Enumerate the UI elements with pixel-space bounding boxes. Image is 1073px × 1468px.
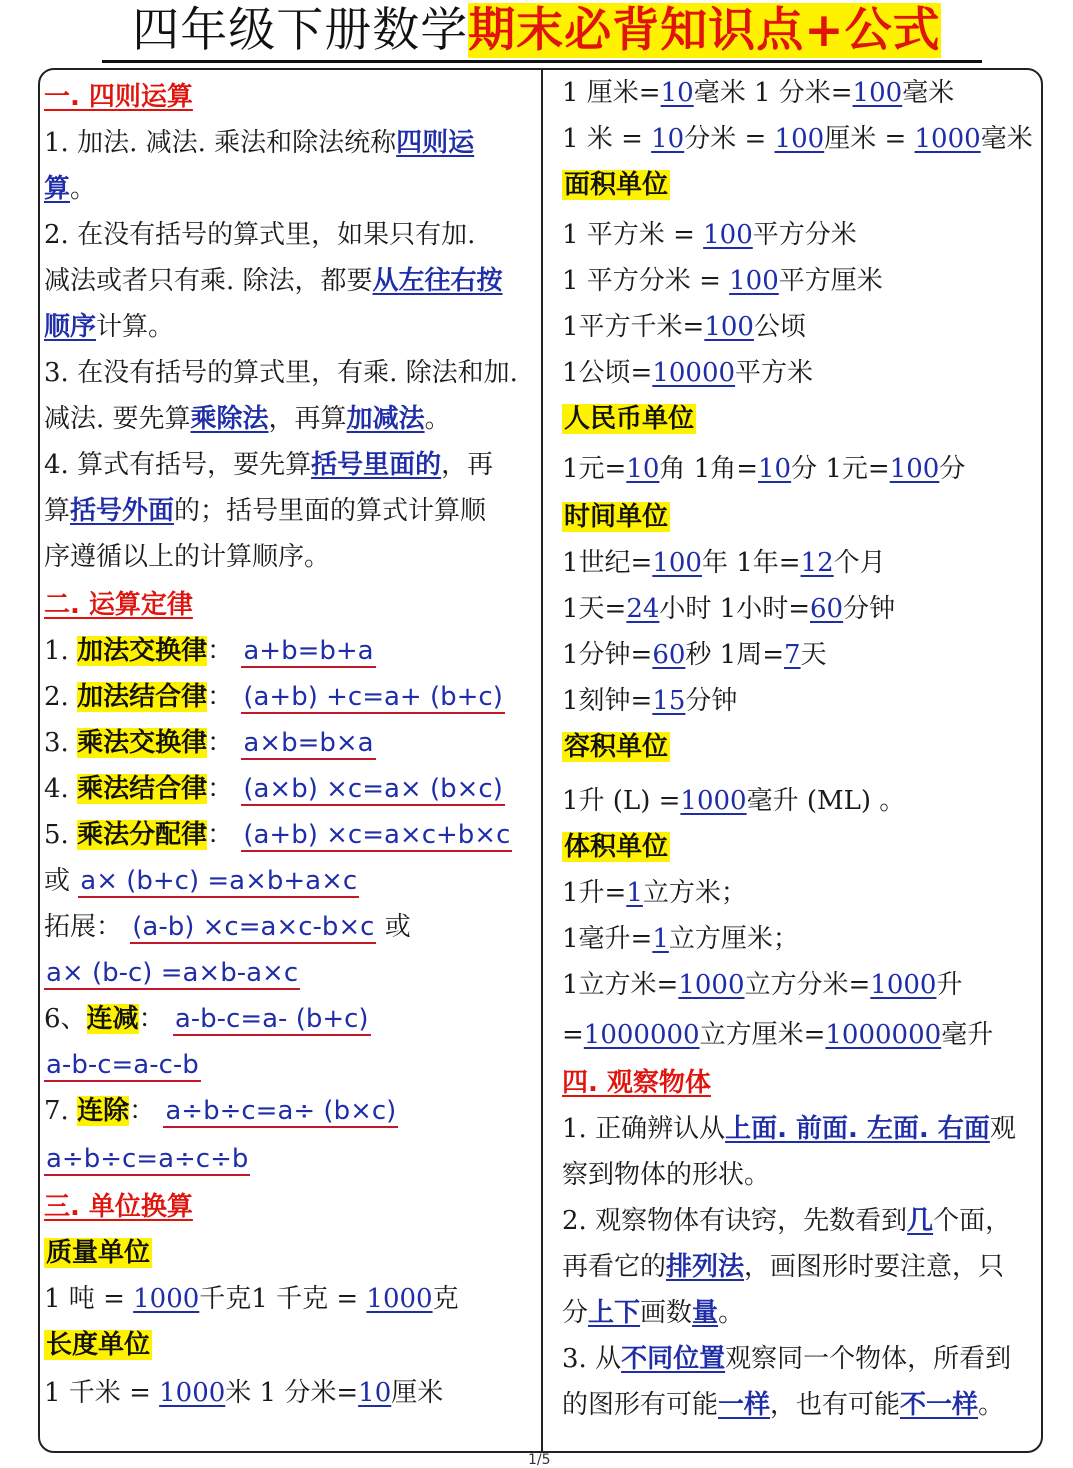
text-line [562, 356, 1044, 390]
text-line [562, 1018, 1044, 1052]
text-run: 1. 正确辨认从 [562, 1114, 726, 1144]
text-run: 公顷 [753, 312, 806, 342]
text-run: 小时 1小时= [659, 594, 811, 624]
text-line [44, 864, 536, 898]
answer-blank: 括号外面 [70, 496, 175, 526]
text-line [44, 1142, 536, 1176]
text-run: 年 1年= [701, 548, 801, 578]
answer-blank: 1000 [680, 786, 747, 816]
formula: (a-b) ×c=a×c-b×c [132, 912, 375, 942]
law-name: 加法交换律 [77, 636, 208, 666]
answer-blank: 10 [626, 454, 660, 484]
text-run: 毫米 [980, 124, 1033, 154]
text-line [562, 784, 1044, 818]
text-run: ，也有可能 [770, 1390, 901, 1420]
section-heading: 二. 运算定律 [44, 590, 193, 620]
law-name: 连除 [77, 1096, 130, 1126]
text-run: 1. 加法. 减法. 乘法和除法统称 [44, 128, 397, 158]
text-run: ： [129, 1096, 164, 1126]
text-run: 升 [936, 970, 963, 1000]
formula: a× (b-c) =a×b-a×c [46, 958, 299, 988]
text-run: 1 平方分米 = [562, 266, 730, 296]
answer-blank: 10000 [652, 358, 736, 388]
answer-blank: 加减法 [346, 404, 425, 434]
text-line [44, 494, 536, 528]
answer-blank: 一样 [718, 1390, 771, 1420]
text-run: 4. [44, 774, 78, 804]
formula: a÷b÷c=a÷ (b×c) [165, 1096, 397, 1126]
title-highlight: 期末必背知识点+公式 [468, 3, 941, 58]
formula: (a+b) +c=a+ (b+c) [243, 682, 503, 712]
text-line [44, 956, 536, 990]
text-line [44, 126, 536, 160]
text-run: ，再 [441, 450, 494, 480]
text-run: ： [207, 728, 242, 758]
answer-blank: 100 [704, 312, 754, 342]
column-divider [541, 70, 543, 1451]
text-line [44, 1190, 536, 1224]
text-line [44, 172, 536, 206]
answer-blank: 10 [660, 78, 694, 108]
law-name: 乘法结合律 [77, 774, 208, 804]
answer-blank: 12 [800, 548, 834, 578]
text-run: ，再算 [268, 404, 347, 434]
formula: (a+b) ×c=a×c+b×c [243, 820, 511, 850]
answer-blank: 100 [889, 454, 940, 484]
text-run: 1分钟= [562, 640, 653, 670]
text-run: 分 [562, 1298, 589, 1328]
answer-blank: 几 [907, 1206, 934, 1236]
text-run: 1世纪= [562, 548, 653, 578]
formula: (a×b) ×c=a× (b×c) [243, 774, 503, 804]
formula: a-b-c=a-c-b [46, 1050, 199, 1080]
text-run: 计算。 [96, 312, 175, 342]
answer-blank: 乘除法 [190, 404, 269, 434]
text-run: 5. [44, 820, 78, 850]
text-line [44, 1048, 536, 1082]
text-run: ： [207, 774, 242, 804]
section-heading: 一. 四则运算 [44, 82, 193, 112]
text-run: 天 [800, 640, 827, 670]
text-run: 观 [989, 1114, 1016, 1144]
answer-blank: 顺序 [44, 312, 97, 342]
law-name: 乘法交换律 [77, 728, 208, 758]
text-run: ： [207, 820, 242, 850]
text-run: 分米 = [684, 124, 775, 154]
text-run: 拓展： [44, 912, 131, 942]
text-line [562, 546, 1044, 580]
subsection-heading: 时间单位 [564, 502, 669, 532]
text-run: 毫升 [941, 1020, 994, 1050]
answer-blank: 100 [703, 220, 753, 250]
text-line [562, 968, 1044, 1002]
answer-blank: 量 [692, 1298, 719, 1328]
answer-blank: 10 [651, 124, 685, 154]
answer-blank: 1 [626, 878, 643, 908]
text-run: ，画图形时要注意，只 [744, 1252, 1005, 1282]
text-run: 个面， [933, 1206, 1012, 1236]
answer-blank: 1000 [366, 1284, 433, 1314]
answer-blank: 100 [729, 266, 779, 296]
answer-blank: 不同位置 [621, 1344, 726, 1374]
text-run: 1毫升= [562, 924, 653, 954]
text-line [44, 1282, 536, 1316]
text-line [562, 638, 1044, 672]
text-run: 7. [44, 1096, 78, 1126]
section-heading: 三. 单位换算 [44, 1192, 193, 1222]
text-line [44, 1236, 536, 1270]
subsection-heading: 人民币单位 [564, 404, 695, 434]
text-line [562, 1296, 1044, 1330]
text-run: 序遵循以上的计算顺序。 [44, 542, 331, 572]
text-line [44, 1376, 536, 1410]
answer-blank: 1000 [159, 1378, 226, 1408]
answer-blank: 24 [626, 594, 660, 624]
text-run: 1立方米= [562, 970, 679, 1000]
answer-blank: 不一样 [900, 1390, 979, 1420]
formula: a÷b÷c=a÷c÷b [46, 1144, 249, 1174]
law-name: 乘法分配律 [77, 820, 208, 850]
text-line [44, 540, 536, 574]
answer-blank: 1000 [678, 970, 745, 1000]
text-run: 3. 在没有括号的算式里，有乘. 除法和加. [44, 358, 518, 388]
text-run: 平方分米 [752, 220, 857, 250]
page-number: 1/5 [528, 1452, 551, 1468]
text-line [44, 80, 536, 114]
text-line [562, 1388, 1044, 1422]
text-run: 平方厘米 [778, 266, 883, 296]
text-run: ： [207, 682, 242, 712]
text-run: 秒 1周= [685, 640, 785, 670]
text-line [44, 356, 536, 390]
answer-blank: 排列法 [666, 1252, 745, 1282]
page-title [0, 0, 1073, 66]
text-run: 1平方千米= [562, 312, 705, 342]
text-line [562, 122, 1044, 156]
text-line [44, 726, 536, 760]
text-run: 厘米 = [824, 124, 915, 154]
text-run: 4. 算式有括号，要先算 [44, 450, 312, 480]
text-run: 。 [70, 174, 97, 204]
text-line [562, 1204, 1044, 1238]
subsection-heading: 体积单位 [564, 832, 669, 862]
text-line [44, 264, 536, 298]
text-run: 察到物体的形状。 [562, 1160, 771, 1190]
text-run: 角 1角= [659, 454, 759, 484]
text-line [562, 452, 1044, 486]
text-line [562, 310, 1044, 344]
text-run: 毫米 [902, 78, 955, 108]
text-run: 观察同一个物体，所看到 [725, 1344, 1012, 1374]
text-run: 1升 (L) = [562, 786, 681, 816]
text-line [44, 1002, 536, 1036]
text-line [562, 264, 1044, 298]
text-run: 千克1 千克 = [199, 1284, 367, 1314]
text-line [562, 876, 1044, 910]
text-line [44, 448, 536, 482]
text-run: 或 [44, 866, 79, 896]
answer-blank: 四则运 [396, 128, 475, 158]
text-run: 米 1 分米= [225, 1378, 359, 1408]
text-line [562, 730, 1044, 764]
text-run: 1 厘米= [562, 78, 661, 108]
text-run: 1 吨 = [44, 1284, 134, 1314]
text-run: 克 [432, 1284, 459, 1314]
formula: a× (b+c) =a×b+a×c [80, 866, 358, 896]
text-run: 3. [44, 728, 78, 758]
text-run: 的；括号里面的算式计算顺 [174, 496, 487, 526]
text-run: 1公顷= [562, 358, 653, 388]
law-name: 加法结合律 [77, 682, 208, 712]
text-run: 分钟 [685, 686, 738, 716]
text-run: 2. 观察物体有诀窍，先数看到 [562, 1206, 908, 1236]
formula: a+b=b+a [243, 636, 374, 666]
answer-blank: 1000 [133, 1284, 200, 1314]
text-run: 平方米 [735, 358, 814, 388]
text-run: 分 1元= [791, 454, 890, 484]
text-run: 立方分米= [744, 970, 871, 1000]
text-line [44, 1094, 536, 1128]
answer-blank: 1000 [870, 970, 937, 1000]
text-run: 厘米 [391, 1378, 444, 1408]
text-run: 立方米； [642, 878, 747, 908]
text-line [562, 684, 1044, 718]
text-run: 的图形有可能 [562, 1390, 719, 1420]
text-run: 6、 [44, 1004, 87, 1034]
text-line [44, 772, 536, 806]
answer-blank: 上下 [588, 1298, 641, 1328]
answer-blank: 15 [652, 686, 686, 716]
text-run: 减法或者只有乘. 除法，都要 [44, 266, 373, 296]
title-grade: 四年级下册数学 [132, 3, 469, 58]
text-run: 立方厘米= [699, 1020, 826, 1050]
text-line [562, 592, 1044, 626]
formula: a×b=b×a [243, 728, 374, 758]
text-run: 1升= [562, 878, 627, 908]
text-line [562, 402, 1044, 436]
text-line [44, 818, 536, 852]
section-heading: 四. 观察物体 [562, 1068, 711, 1098]
text-run: 1刻钟= [562, 686, 653, 716]
answer-blank: 60 [652, 640, 686, 670]
text-run: ： [138, 1004, 173, 1034]
answer-blank: 60 [810, 594, 844, 624]
text-run: 算 [44, 496, 71, 526]
text-line [562, 1112, 1044, 1146]
text-run: 2. 在没有括号的算式里，如果只有加. [44, 220, 476, 250]
answer-blank: 从左往右按 [372, 266, 503, 296]
text-line [562, 830, 1044, 864]
text-line [562, 1250, 1044, 1284]
text-run: ： [207, 636, 242, 666]
text-run: 3. 从 [562, 1344, 622, 1374]
text-line [44, 680, 536, 714]
text-run: 1. [44, 636, 78, 666]
answer-blank: 上面. 前面. 左面. 右面 [725, 1114, 990, 1144]
answer-blank: 1000000 [583, 1020, 700, 1050]
answer-blank: 10 [758, 454, 792, 484]
text-run: 分 [939, 454, 966, 484]
text-run: 1 平方米 = [562, 220, 704, 250]
text-line [44, 634, 536, 668]
text-run: 1 千米 = [44, 1378, 160, 1408]
text-line [562, 1158, 1044, 1192]
answer-blank: 1 [652, 924, 669, 954]
text-run: 个月 [833, 548, 886, 578]
answer-blank: 100 [652, 548, 702, 578]
law-name: 连减 [86, 1004, 139, 1034]
subsection-heading: 质量单位 [46, 1238, 151, 1268]
text-run: 减法. 要先算 [44, 404, 191, 434]
answer-blank: 算 [44, 174, 71, 204]
text-line [44, 910, 536, 944]
text-run: 画数 [640, 1298, 693, 1328]
answer-blank: 1000000 [825, 1020, 942, 1050]
answer-blank: 100 [774, 124, 825, 154]
subsection-heading: 长度单位 [46, 1330, 151, 1360]
answer-blank: 括号里面的 [311, 450, 442, 480]
text-run: 1天= [562, 594, 627, 624]
text-run: 2. [44, 682, 78, 712]
text-run: 分钟 [843, 594, 896, 624]
text-run: 。 [718, 1298, 745, 1328]
subsection-heading: 容积单位 [564, 732, 669, 762]
text-line [562, 168, 1044, 202]
text-line [562, 1066, 1044, 1100]
text-line [562, 218, 1044, 252]
title-underline [102, 60, 982, 63]
answer-blank: 1000 [914, 124, 981, 154]
text-run: 或 [376, 912, 411, 942]
text-line [44, 1328, 536, 1362]
text-run: 。 [424, 404, 451, 434]
text-line [562, 1342, 1044, 1376]
text-run: 1 米 = [562, 124, 652, 154]
answer-blank: 10 [358, 1378, 392, 1408]
text-run: 1元= [562, 454, 627, 484]
text-line [562, 922, 1044, 956]
answer-blank: 100 [852, 78, 903, 108]
text-line [44, 310, 536, 344]
text-run: 毫米 1 分米= [693, 78, 853, 108]
text-run: 立方厘米； [668, 924, 799, 954]
answer-blank: 7 [784, 640, 801, 670]
text-line [44, 588, 536, 622]
text-line [562, 500, 1044, 534]
text-run: = [562, 1020, 584, 1050]
text-run: 毫升 (ML) 。 [746, 786, 906, 816]
subsection-heading: 面积单位 [564, 170, 669, 200]
text-line [562, 76, 1044, 110]
formula: a-b-c=a- (b+c) [174, 1004, 369, 1034]
text-run: 再看它的 [562, 1252, 667, 1282]
text-run: 。 [978, 1390, 1005, 1420]
text-line [44, 402, 536, 436]
text-line [44, 218, 536, 252]
